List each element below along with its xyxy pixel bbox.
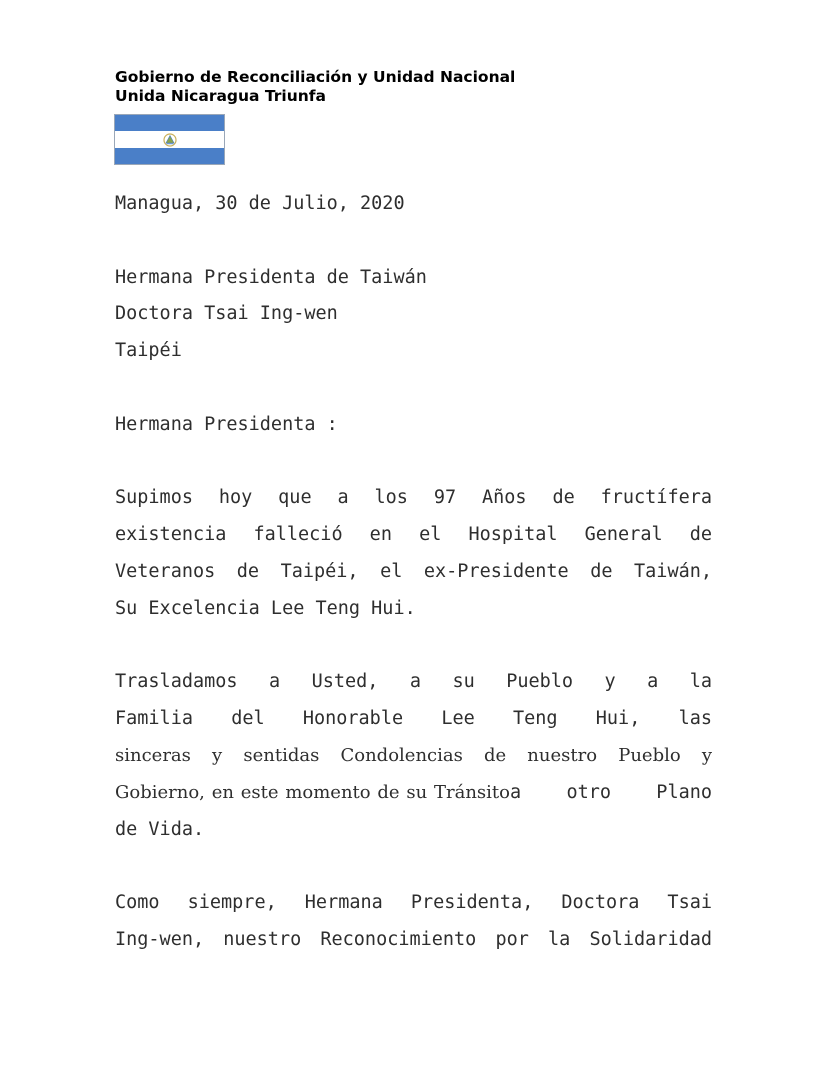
flag-top-blue-band bbox=[115, 115, 224, 131]
paragraph-1-line-4: Su Excelencia Lee Teng Hui. bbox=[115, 597, 416, 619]
blank-line bbox=[115, 628, 712, 665]
letterhead bbox=[115, 68, 715, 106]
blank-line bbox=[115, 370, 712, 407]
nicaragua-flag-icon bbox=[114, 114, 225, 165]
paragraph-2-line-5: de Vida. bbox=[115, 818, 205, 840]
paragraph-2-line-4 bbox=[115, 775, 712, 812]
letter-body bbox=[115, 186, 712, 959]
letterhead-government-name: Gobierno de Reconciliación y Unidad Nacional bbox=[115, 68, 516, 86]
paragraph-2-line-2: Familia del Honorable Lee Teng Hui, las bbox=[115, 708, 712, 730]
blank-line bbox=[115, 223, 712, 260]
recipient-line-1: Hermana Presidenta de Taiwán bbox=[115, 266, 427, 288]
coat-of-arms-icon bbox=[162, 133, 178, 147]
blank-line bbox=[115, 848, 712, 885]
paragraph-3-line-2: Ing-wen, nuestro Reconocimiento por la Solidaridad bbox=[115, 928, 712, 950]
letterhead-slogan: Unida Nicaragua Triunfa bbox=[115, 87, 327, 105]
paragraph-3-line-1: Como siempre, Hermana Presidenta, Doctora Tsai bbox=[115, 892, 712, 914]
letter-date: Managua, 30 de Julio, 2020 bbox=[115, 193, 405, 214]
recipient-line-2: Doctora Tsai Ing-wen bbox=[115, 303, 338, 325]
flag-bottom-blue-band bbox=[115, 148, 224, 164]
paragraph-2-line-1: Trasladamos a Usted, a su Pueblo y a la bbox=[115, 671, 712, 693]
paragraph-2-line-4-serif-part: Gobierno, en este momento de su Tránsito bbox=[115, 781, 510, 803]
paragraph-1-line-2: existencia falleció en el Hospital General de bbox=[115, 524, 712, 546]
paragraph-2-line-4-mono-part: a otro Plano bbox=[510, 781, 712, 803]
salutation: Hermana Presidenta : bbox=[115, 413, 338, 435]
blank-line bbox=[115, 444, 712, 481]
paragraph-1-line-1: Supimos hoy que a los 97 Años de fructífera bbox=[115, 487, 712, 509]
paragraph-2-line-3: sinceras y sentidas Condolencias de nuestro Pueblo y bbox=[115, 744, 712, 766]
recipient-line-3: Taipéi bbox=[115, 340, 182, 362]
paragraph-1-line-3: Veteranos de Taipéi, el ex-Presidente de Taiwán, bbox=[115, 560, 712, 582]
